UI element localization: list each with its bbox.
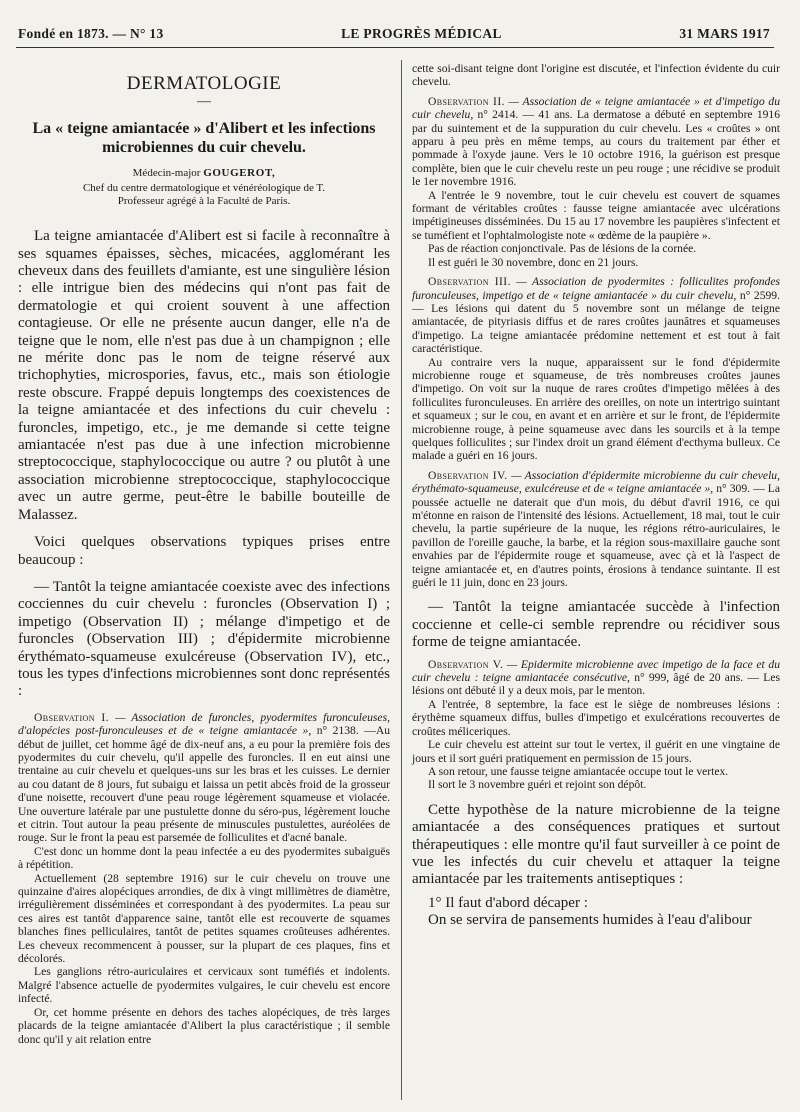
observation-1-paragraph-4: Les ganglions rétro-auriculaires et cervicaux sont tuméfiés et indolents. Malgré l'absence actuelle de pyodermites vulgaires, le cuir chevelu est encore infecté. xyxy=(18,965,390,1006)
observation-5 xyxy=(412,658,780,698)
observation-2 xyxy=(412,95,780,189)
observation-5-paragraph-2: A l'entrée, 8 septembre, la face est le siège de nombreuses lésions : érythème squameux diffus, bulles d'impetigo et exulcérations recouvertes de croûtes méliceriques. xyxy=(412,697,780,738)
observation-4 xyxy=(412,469,780,590)
observation-4-body: n° 309. — La poussée actuelle ne daterait que d'un mois, du début d'avril 1916, ce qui m'étonne en raison de l'intensité des lésions. Actuellement, 18 mai, tout le cuir chevelu, la partie supérieure de la nuque, les régions rétro-auriculaires, le pavillon de l'oreille gauche, la barbe, et la région sous-maxillaire gauche sont envahies par de l'épidermite rouge et squameuse, avec çà et là l'aspect de teigne amiantacée et, en d'autres points, érosions à tendance suintante. Il est guéri le 11 juin, donc en 23 jours. xyxy=(412,482,780,590)
observation-5-paragraph-3: Le cuir chevelu est atteint sur tout le vertex, il guérit en une vingtaine de jours et il sort guéri pratiquement en permission de 15 jours. xyxy=(412,738,780,765)
coexistence-paragraph: — Tantôt la teigne amiantacée coexiste avec des infections cocciennes du cuir chevelu : furoncles (Observation I) ; impetigo (Observation II) ; mélange d'impetigo et de furoncles (Observation III) ; d'épidermite microbienne érythémato-squameuse exulcéreuse (Observation IV), etc., tous les types d'infections microbiennes sont donc représentés : xyxy=(18,578,390,700)
section-dash: — xyxy=(197,93,211,109)
observation-1-paragraph-5: Or, cet homme présente en dehors des taches alopéciques, de très larges placards de la teigne amiantacée d'Alibert la plus caractéristique ; il semble donc qu'il y ait relation entre xyxy=(18,1005,390,1046)
header-rule xyxy=(16,47,774,48)
observation-5-paragraph-5: Il sort le 3 novembre guéri et rejoint son dépôt. xyxy=(428,778,647,792)
intro-paragraph: La teigne amiantacée d'Alibert est si facile à reconnaître à ses squames épaisses, sèches, micacées, agglomérant les cheveux dans des feuillets d'amiante, est une singulière lésion : elle intrigue bien des médecins qui n'ont pas fait de dermatologie et qui croient souvent à une affection contagieuse. Or elle ne présente aucun danger, elle n'a de teigne que le nom, elle n'est pas due à un champignon ; elle ne mérite donc pas le nom de teigne réservé aux trichophyties, microspories, favus, etc., mais son étiologie reste obscure. Frappé depuis longtemps des coexistences de la teigne amiantacée et des infections du cuir chevelu : furoncles, impetigo, etc., je me demande si cette teigne amiantacée n'est pas due à une infection microbienne streptococcique, staphylococcique ou autre ? ou plutôt à une association microbienne streptococcique, staphylococcique avec un autre germe, peut-être le babille bouteille de Malassez. xyxy=(18,228,390,523)
author-rank: Médecin-major xyxy=(132,167,201,180)
observation-1-paragraph-2: C'est donc un homme dont la peau infectée a eu des pyodermites subaiguës à répétition. xyxy=(18,844,390,872)
observation-2-paragraph-3: Pas de réaction conjonctivale. Pas de lésions de la cornée. xyxy=(428,242,697,256)
observation-2-title: — Association de « teigne amiantacée » et d'impetigo du cuir chevelu, xyxy=(412,94,780,122)
observation-1-body: n° 2138. —Au début de juillet, cet homme âgé de dix-neuf ans, a eu pour la première fois des pyodermites du cuir chevelu, qu'il appelle des furoncles. Il en eut ainsi une trentaine au cuir chevelu et quelques-uns sur les bras et les cuisses. Le dernier au cou datant de 8 jours, fut subaigu et laissa un petit abcès froid de la grosseur d'une noisette, recouvert d'une peau rouge légèrement squameuse et violacée. Une ouverture latérale par une pustulette donne du séro-pus, légèrement louche et citrin. Tout autour la peau présente de minuscules pustulettes, auréolées de rouge. Sur le front la peau est parsemée de folliculites et d'acné banale. xyxy=(18,724,390,845)
observation-5-title: — Epidermite microbienne avec impetigo de la face et du cuir chevelu : teigne amiantacée consécutive, xyxy=(412,657,780,685)
running-header xyxy=(18,26,770,48)
observation-5-body: n° 999, âgé de 20 ans. — Les lésions ont débuté il y a deux mois, par le menton. xyxy=(412,671,780,698)
treatment-step-1: 1° Il faut d'abord décaper : xyxy=(428,894,588,911)
succession-paragraph: — Tantôt la teigne amiantacée succède à l'infection coccienne et celle-ci semble reprendre ou récidiver sous forme de teigne amiantacée. xyxy=(412,599,780,651)
observation-3-heading: Observation III. xyxy=(428,275,511,289)
observation-3-title: — Association de pyodermites : folliculites profondes furonculeuses, impetigo et de « teigne amiantacée » du cuir chevelu, xyxy=(412,275,780,302)
observation-3 xyxy=(412,275,780,355)
right-column xyxy=(412,62,780,930)
observation-2-paragraph-4: Il est guéri le 30 novembre, donc en 21 jours. xyxy=(428,255,639,269)
observation-1-title: — Association de furoncles, pyodermites furonculeuses, d'alopécies post-furonculeuses et de « teigne amiantacée », xyxy=(18,710,390,738)
observation-2-paragraph-2: A l'entrée le 9 novembre, tout le cuir chevelu est couvert de squames formant de véritables croûtes : fausse teigne amiantacée avec ulcérations impétigineuses disséminées. Du 15 au 17 novembre les paupières s'infectent et se tuméfient et l'ophtalmologiste note « œdème de la paupière ». xyxy=(412,188,780,242)
treatment-continuation: On se servira de pansements humides à l'eau d'alibour xyxy=(428,912,752,929)
observation-3-body: n° 2599. — Les lésions qui datent du 5 novembre sont un mélange de teigne amiantacée, de pityriasis diffus et de rares croûtes jaunâtres et squameuses d'impetigo. La teigne amiantacée prédomine nettement et est tout à fait caractéristique. xyxy=(412,288,781,356)
journal-title: LE PROGRÈS MÉDICAL xyxy=(341,26,502,41)
author-name: GOUGEROT, xyxy=(203,167,276,180)
observation-2-heading: Observation II. xyxy=(428,94,505,108)
observation-3-paragraph-2: Au contraire vers la nuque, apparaissent sur le fond d'épidermite microbienne rouge et squameuse, de très nombreuses croûtes jaunes d'impetigo. On voit sur la nuque de rares croûtes d'impetigo mêlées à des folliculites furonculeuses. En arrière des oreilles, on note un intertrigo suintant et squameux ; sur le cou, en avant et en arrière et sur le front, de l'épidermite microbienne rouge, à peine squameuse avec dans les sourcils et à la tempe quelques folliculites ; sur l'index droit un grand élément d'ecthyma bulleux. Ce malade a guéri en 16 jours. xyxy=(412,355,780,463)
observation-1 xyxy=(18,711,390,845)
article-title: La « teigne amiantacée » d'Alibert et les infections microbiennes du cuir chevelu. xyxy=(32,120,376,157)
affiliation-line-2: Professeur agrégé à la Faculté de Paris. xyxy=(117,195,291,208)
observation-5-heading: Observation V. xyxy=(428,657,504,671)
column-divider xyxy=(401,60,402,1100)
observation-4-title: — Association d'épidermite microbienne du cuir chevelu, érythémato-squameuse, exulcéreuse et de « teigne amiantacée », xyxy=(412,468,780,496)
left-column xyxy=(18,56,390,1046)
affiliation-line-1: Chef du centre dermatologique et vénéréologique de T. xyxy=(82,182,326,195)
observation-1-heading: Observation I. xyxy=(34,710,109,724)
author-line xyxy=(18,167,390,180)
header-founded: Fondé en 1873. — N° 13 xyxy=(18,26,164,41)
issue-date: 31 MARS 1917 xyxy=(679,26,770,41)
hypothesis-paragraph: Cette hypothèse de la nature microbienne de la teigne amiantacée a des conséquences pratiques et surtout thérapeutiques : elle montre qu'il faut surveiller à ce point de vue les infectés du cuir chevelu et attaquer la teigne amiantacée par les traitements antiseptiques : xyxy=(412,801,780,888)
observation-5-paragraph-4: A son retour, une fausse teigne amiantacée occupe tout le vertex. xyxy=(428,764,729,778)
observation-2-body: n° 2414. — 41 ans. La dermatose a débuté en septembre 1916 par du suintement et de la suppuration du cuir chevelu. Les « croûtes » ont apparu à peu près en même temps, au cours du traitement par éther et pommade à l'oxyde jaune. Vers le 10 octobre 1916, la guérison est presque complète, bien que le cuir chevelu reste un peu rouge ; une récidive se produit le 1er novembre 1916. xyxy=(412,108,781,189)
observation-4-heading: Observation IV. xyxy=(428,468,508,482)
observation-1-paragraph-3: Actuellement (28 septembre 1916) sur le cuir chevelu on trouve une quinzaine d'aires alopéciques arrondies, de dix à vingt millimètres de diamètre, irrégulièrement disséminées et correspondant à des pyodermites. La peau sur ces aires est tantôt d'apparence saine, tantôt elle est recouverte de squames blanches fines pelliculaires, tantôt de petites squames croûteuses adhérentes. Les cheveux recommencent à pousser, sur la plupart de ces plaques, fins et décolorés. xyxy=(18,871,390,966)
continued-paragraph: cette soi-disant teigne dont l'origine est discutée, et l'infection évidente du cuir chevelu. xyxy=(412,62,780,89)
section-title: DERMATOLOGIE xyxy=(126,73,282,94)
author-affiliation xyxy=(18,182,390,208)
observations-intro: Voici quelques observations typiques prises entre beaucoup : xyxy=(18,534,390,568)
